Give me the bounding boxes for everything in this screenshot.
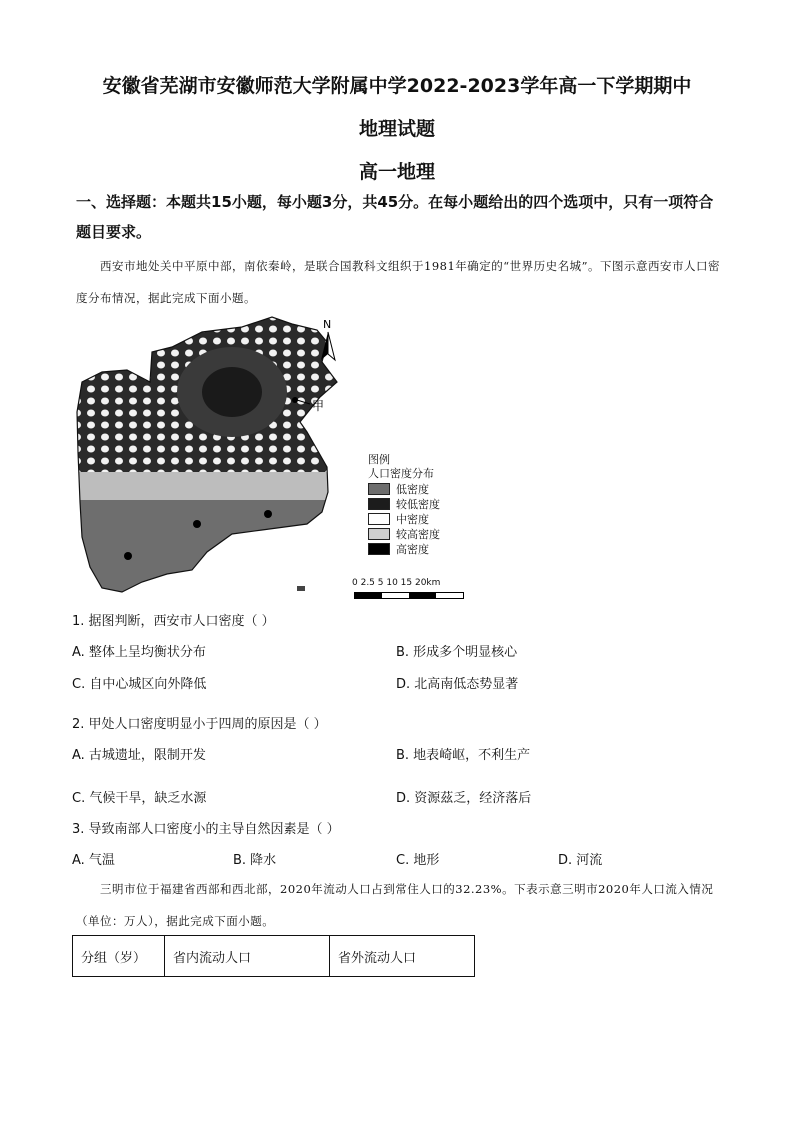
legend-label: 高密度 (396, 542, 429, 556)
legend-swatch (368, 528, 390, 540)
legend-title: 图例 (368, 453, 390, 466)
legend-subtitle: 人口密度分布 (368, 467, 434, 480)
migration-table (72, 935, 475, 977)
q1-option-c: C. 自中心城区向外降低 (72, 677, 207, 692)
q2-option-b: B. 地表崎岖，不利生产 (396, 748, 531, 763)
legend-swatch (368, 513, 390, 525)
legend-item (368, 541, 440, 556)
legend-item (368, 496, 440, 511)
scale-bar (354, 592, 464, 599)
question-3-stem: 3. 导致南部人口密度小的主导自然因素是（ ） (72, 822, 340, 837)
map-legend (368, 453, 440, 556)
legend-item (368, 481, 440, 496)
document-title: 安徽省芜湖市安徽师范大学附属中学2022-2023学年高一下学期期中 (102, 75, 692, 97)
q3-option-b: B. 降水 (233, 853, 277, 868)
q3-option-d: D. 河流 (558, 853, 603, 868)
document-subtitle: 高一地理 (358, 161, 435, 183)
table-header-row (73, 936, 475, 977)
q1-option-a: A. 整体上呈均衡状分布 (72, 645, 206, 660)
legend-swatch (368, 543, 390, 555)
q1-option-d: D. 北高南低态势显著 (396, 677, 519, 692)
section-heading: 一、选择题：本题共15小题，每小题3分，共45分。在每小题给出的四个选项中，只有一项符合题目要求。 (76, 193, 714, 241)
legend-label: 低密度 (396, 482, 429, 496)
q2-option-a: A. 古城遗址，限制开发 (72, 748, 206, 763)
document-title-line2: 地理试题 (358, 118, 435, 140)
q2-option-c: C. 气候干旱，缺乏水源 (72, 791, 207, 806)
question-1-stem: 1. 据图判断，西安市人口密度（ ） (72, 614, 275, 629)
table-header-cell: 省外流动人口 (330, 936, 475, 977)
q2-option-d: D. 资源茲乏，经济落后 (396, 791, 532, 806)
north-label: N (323, 318, 332, 331)
legend-item (368, 511, 440, 526)
legend-label: 较高密度 (396, 527, 440, 541)
scale-label: 0 2.5 5 10 15 20km (352, 578, 441, 588)
passage-sanming: 三明市位于福建省西部和西北部，2020年流动人口占到常住人口的32.23%。下表示意三明市2020年人口流入情况（单位：万人），据此完成下面小题。 (76, 882, 714, 928)
table-header-cell: 分组（岁） (73, 936, 165, 977)
legend-label: 中密度 (396, 512, 429, 526)
passage-xian: 西安市地处关中平原中部，南依秦岭，是联合国教科文组织于1981年确定的“世界历史名城”。下图示意西安市人口密度分布情况，据此完成下面小题。 (76, 259, 721, 305)
q1-option-b: B. 形成多个明显核心 (396, 645, 518, 660)
legend-label: 较低密度 (396, 497, 440, 511)
q3-option-c: C. 地形 (396, 853, 440, 868)
table-header-cell: 省内流动人口 (165, 936, 330, 977)
legend-swatch (368, 483, 390, 495)
q3-option-a: A. 气温 (72, 853, 115, 868)
legend-swatch (368, 498, 390, 510)
legend-item (368, 526, 440, 541)
marker-jia: 甲 (312, 399, 325, 413)
question-2-stem: 2. 甲处人口密度明显小于四周的原因是（ ） (72, 717, 327, 732)
